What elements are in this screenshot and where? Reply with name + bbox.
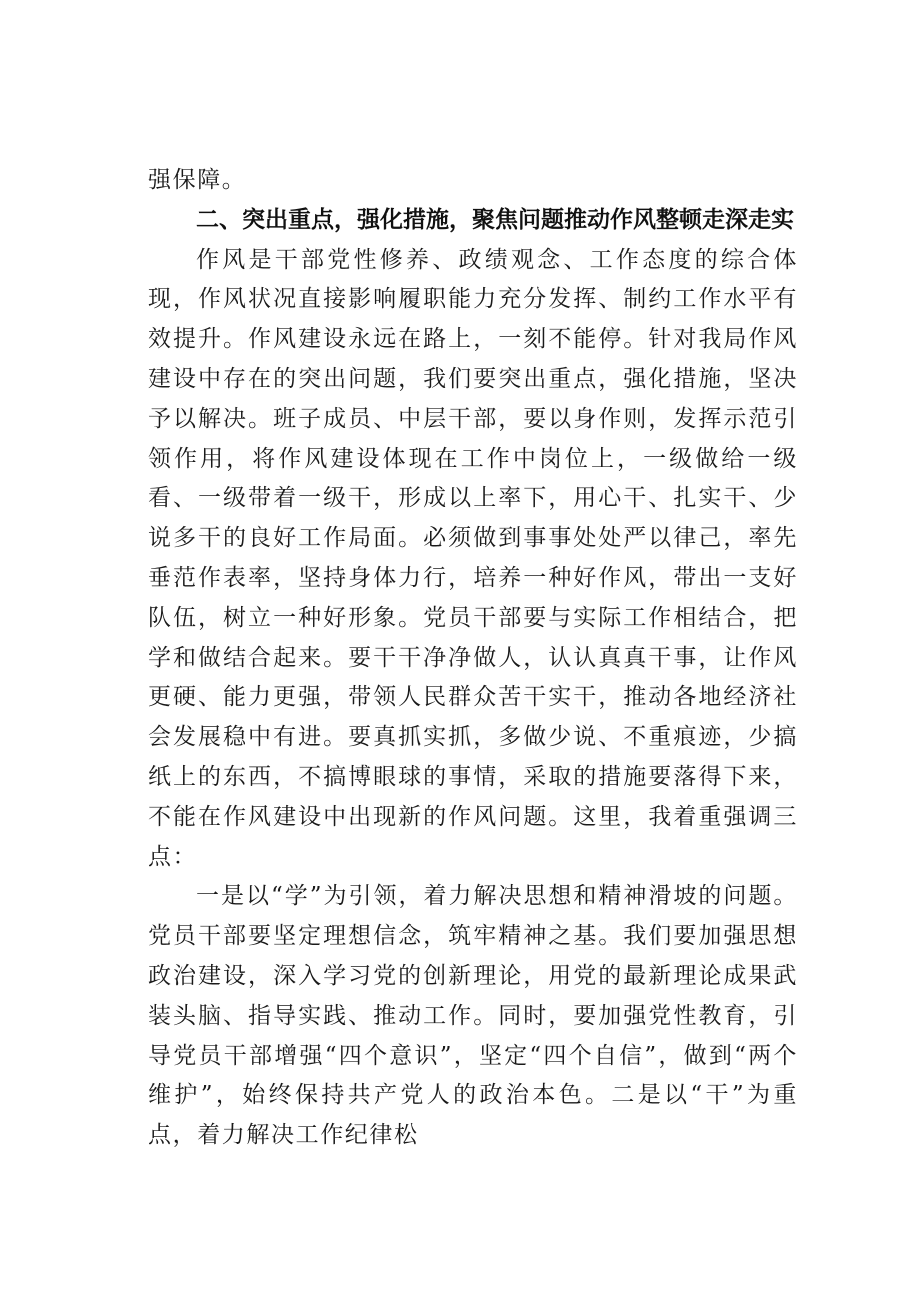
section-heading: 二、突出重点，强化措施，聚焦问题推动作风整顿走深走实 bbox=[196, 206, 794, 233]
body-paragraph-1: 作风是干部党性修养、政绩观念、工作态度的综合体现，作风状况直接影响履职能力充分发挥、制约工作水平有效提升。作风建设永远在路上，一刻不能停。针对我局作风建设中存在的突出问题，我们要突出重点，强化措施，坚决予以解决。班子成员、中层干部，要以身作则，发挥示范引领作用，将作风建设体现在工作中岗位上，一级做给一级看、一级带着一级干，形成以上率下，用心干、扎实干、少说多干的良好工作局面。必须做到事事处处严以律己，率先垂范作表率，坚持身体力行，培养一种好作风，带出一支好队伍，树立一种好形象。党员干部要与实际工作相结合，把学和做结合起来。要干干净净做人，认认真真干事，让作风更硬、能力更强，带领人民群众苦干实干，推动各地经济社会发展稳中有进。要真抓实抓，多做少说、不重痕迹，少搞纸上的东西，不搞博眼球的事情，采取的措施要落得下来，不能在作风建设中出现新的作风问题。这里，我着重强调三点： bbox=[148, 246, 798, 870]
document-body bbox=[148, 161, 798, 1156]
body-paragraph-2: 一是以“学”为引领，着力解决思想和精神滑坡的问题。党员干部要坚定理想信念，筑牢精神之基。我们要加强思想政治建设，深入学习党的创新理论，用党的最新理论成果武装头脑、指导实践、推动工作。同时，要加强党性教育，引导党员干部增强“四个意识”，坚定“四个自信”，做到“两个维护”，始终保持共产党人的政治本色。二是以“干”为重点，着力解决工作纪律松 bbox=[148, 883, 798, 1149]
continuation-text: 强保障。 bbox=[148, 167, 247, 193]
